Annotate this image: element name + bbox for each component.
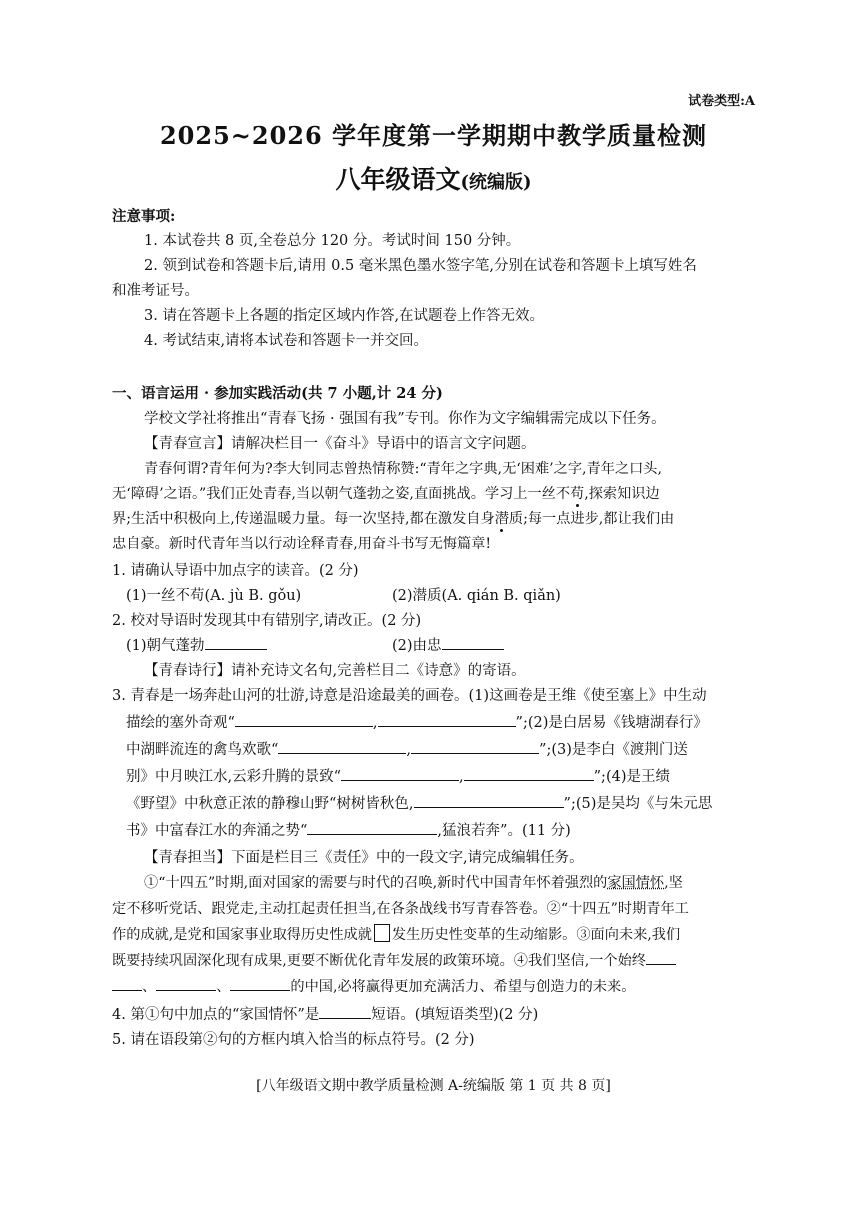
answer-blank[interactable] bbox=[464, 766, 594, 781]
passage3-text: 既要持续巩固深化现有成果,更要不断优化青年发展的政策环境。④我们坚信,一个始终 bbox=[112, 953, 646, 969]
passage3-line-3 bbox=[112, 923, 680, 947]
passage3-line-1 bbox=[144, 871, 683, 895]
q3-text: , bbox=[459, 769, 464, 785]
q3-line-4 bbox=[126, 765, 670, 789]
section1-intro: 学校文学社将推出“青春飞扬 · 强国有我”专刊。你作为文字编辑需完成以下任务。 bbox=[144, 411, 666, 427]
dotted-char-qian: 潜 bbox=[494, 511, 509, 527]
subtitle-main: 八年级语文 bbox=[335, 165, 461, 194]
page-footer: [八年级语文期中教学质量检测 A-统编版 第 1 页 共 8 页] bbox=[256, 1078, 611, 1094]
answer-blank[interactable] bbox=[278, 739, 406, 754]
q2-item-b bbox=[392, 634, 504, 658]
q2-word-a: (1)朝气蓬勃 bbox=[126, 638, 205, 654]
answer-blank[interactable] bbox=[205, 635, 267, 650]
answer-blank[interactable] bbox=[319, 1004, 371, 1019]
q4-text: 短语。(填短语类型)(2 分) bbox=[371, 1007, 539, 1023]
q3-text: 中湖畔流连的禽鸟欢歌“ bbox=[126, 742, 279, 758]
q3-text: ”;(2)是白居易《钱塘湖春行》 bbox=[515, 715, 708, 731]
q3-text: 《野望》中秋意正浓的静穆山野“树树皆秋色, bbox=[126, 796, 414, 812]
dotted-char-gou: 苟 bbox=[570, 486, 585, 502]
q3-line-6 bbox=[126, 819, 571, 843]
task2-label: 【青春诗行】请补充诗文名句,完善栏目二《诗意》的寄语。 bbox=[144, 663, 526, 679]
punctuation-box[interactable] bbox=[374, 924, 390, 942]
q4 bbox=[112, 1003, 538, 1027]
notice-item-3: 3. 请在答题卡上各题的指定区域内作答,在试题卷上作答无效。 bbox=[144, 308, 545, 324]
answer-blank[interactable] bbox=[341, 766, 459, 781]
answer-blank[interactable] bbox=[414, 793, 564, 808]
q1-stem: 1. 请确认导语中加点字的读音。(2 分) bbox=[112, 563, 359, 579]
passage-text: 质;每一点进步,都让我们由 bbox=[508, 511, 675, 527]
passage3-line-5 bbox=[112, 975, 635, 999]
q1-option-a: (1)一丝不苟(A. jù B. gǒu) bbox=[126, 588, 302, 604]
notice-heading: 注意事项: bbox=[112, 208, 176, 225]
q3-text: , bbox=[406, 742, 412, 758]
passage-text: 无‘障碍’之语。”我们正处青春,当以朝气蓬勃之姿,直面挑战。学习上一丝不 bbox=[112, 486, 571, 502]
paper-type: 试卷类型:A bbox=[688, 94, 755, 109]
answer-blank[interactable] bbox=[156, 976, 216, 991]
task3-label: 【青春担当】下面是栏目三《责任》中的一段文字,请完成编辑任务。 bbox=[144, 850, 584, 866]
passage3-line-2: 定不移听党话、跟党走,主动扛起责任担当,在各条战线书写青春答卷。②“十四五”时期青年工 bbox=[112, 901, 689, 917]
q3-text: ,猛浪若奔”。(11 分) bbox=[437, 823, 571, 839]
q3-line-1: 3. 青春是一场奔赴山河的壮游,诗意是沿途最美的画卷。(1)这画卷是王维《使至塞上》中生动 bbox=[112, 688, 707, 704]
passage-line-2 bbox=[112, 482, 660, 506]
exam-subtitle bbox=[0, 160, 867, 196]
passage-text: ,探索知识边 bbox=[584, 486, 660, 502]
q2-stem: 2. 校对导语时发现其中有错别字,请改正。(2 分) bbox=[112, 613, 422, 629]
q3-line-5 bbox=[126, 792, 712, 816]
passage-text: 界;生活中积极向上,传递温暖力量。每一次坚持,都在激发自身 bbox=[112, 511, 495, 527]
q1-option-b: (2)潜质(A. qián B. qiǎn) bbox=[392, 588, 561, 604]
notice-item-1: 1. 本试卷共 8 页,全卷总分 120 分。考试时间 150 分钟。 bbox=[144, 233, 521, 249]
q3-text: , bbox=[372, 715, 378, 731]
section1-heading: 一、语言运用 · 参加实践活动(共 7 小题,计 24 分) bbox=[112, 385, 443, 402]
passage-line-4: 忠自豪。新时代青年当以行动诠释青春,用奋斗书写无悔篇章! bbox=[112, 536, 492, 552]
q3-text: ”;(4)是王绩 bbox=[593, 769, 670, 785]
task1-label: 【青春宣言】请解决栏目一《奋斗》导语中的语言文字问题。 bbox=[144, 436, 536, 452]
answer-blank[interactable] bbox=[442, 635, 504, 650]
q2-word-b: (2)由忠 bbox=[392, 638, 442, 654]
exam-title: 2025~2026 学年度第一学期期中教学质量检测 bbox=[159, 121, 708, 150]
q3-line-3 bbox=[126, 738, 688, 762]
q5: 5. 请在语段第②句的方框内填入恰当的标点符号。(2 分) bbox=[112, 1032, 475, 1048]
passage3-text: 作的成就,是党和国家事业取得历史性成就 bbox=[112, 927, 372, 943]
passage3-text: ①“十四五”时期,面对国家的需要与时代的召唤,新时代中国青年怀着强烈的 bbox=[144, 875, 608, 891]
passage3-text: 、 bbox=[216, 979, 231, 995]
notice-item-4: 4. 考试结束,请将本试卷和答题卡一并交回。 bbox=[144, 333, 429, 349]
q3-text: 别》中月映江水,云彩升腾的景致“ bbox=[126, 769, 342, 785]
q3-text: ”;(5)是吴均《与朱元思 bbox=[563, 796, 713, 812]
subtitle-paren: (统编版) bbox=[460, 172, 532, 193]
answer-blank[interactable] bbox=[378, 712, 516, 727]
answer-blank[interactable] bbox=[230, 976, 290, 991]
passage-line-3 bbox=[112, 507, 674, 531]
passage3-text: 、 bbox=[142, 979, 157, 995]
notice-item-2: 2. 领到试卷和答题卡后,请用 0.5 毫米黑色墨水签字笔,分别在试卷和答题卡上填写姓名 bbox=[144, 258, 697, 274]
q3-line-2 bbox=[126, 711, 708, 735]
q3-text: 书》中富春江水的奔涌之势“ bbox=[126, 823, 308, 839]
passage-line-1: 青春何谓?青年何为?李大钊同志曾热情称赞:“青年之字典,无‘困难’之字,青年之口头, bbox=[144, 461, 662, 477]
passage3-text: 发生历史性变革的生动缩影。③面向未来,我们 bbox=[391, 927, 681, 943]
q4-text: 4. 第①句中加点的“家国情怀”是 bbox=[112, 1007, 320, 1023]
notice-item-2-cont: 和准考证号。 bbox=[112, 283, 199, 299]
passage3-text: 的中国,必将赢得更加充满活力、希望与创造力的未来。 bbox=[290, 979, 636, 995]
q3-text: 描绘的塞外奇观“ bbox=[126, 715, 235, 731]
q2-item-a bbox=[126, 634, 267, 658]
answer-blank[interactable] bbox=[411, 739, 539, 754]
answer-blank[interactable] bbox=[112, 976, 142, 991]
answer-blank[interactable] bbox=[307, 820, 437, 835]
dotted-phrase: 家国情怀 bbox=[607, 875, 665, 891]
answer-blank[interactable] bbox=[235, 712, 373, 727]
answer-blank[interactable] bbox=[646, 950, 676, 965]
q3-text: ”;(3)是李白《渡荆门送 bbox=[539, 742, 688, 758]
passage3-line-4 bbox=[112, 949, 676, 973]
passage3-text: ,坚 bbox=[664, 875, 683, 891]
